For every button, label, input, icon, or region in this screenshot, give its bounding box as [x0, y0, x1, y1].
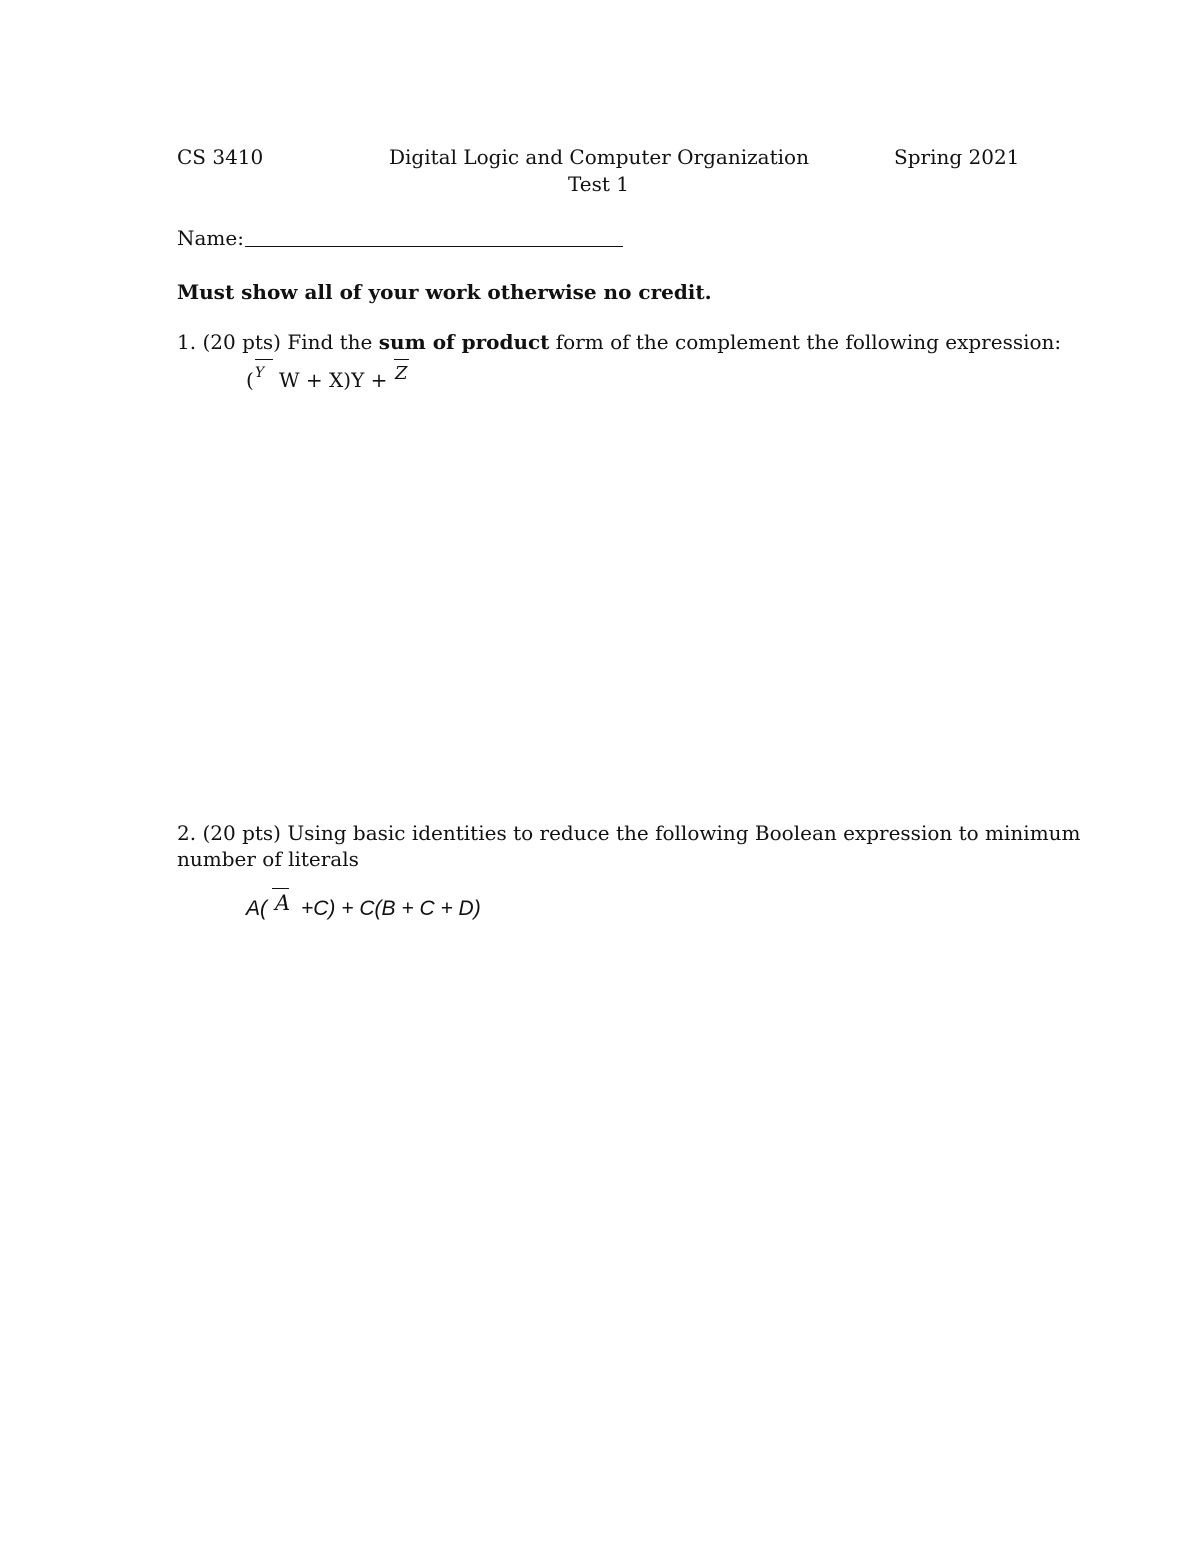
- name-blank-line[interactable]: [245, 224, 623, 247]
- question-1-number: 1.: [177, 330, 197, 354]
- expr1-overbar-z: [394, 359, 409, 360]
- expr1-var-z: Z: [395, 363, 408, 384]
- expr2-overlined-a: A: [275, 891, 291, 915]
- expr2-prefix: A(: [246, 897, 267, 920]
- question-1-text-after: form of the complement the following expression:: [555, 330, 1062, 354]
- expr1-var-y: Y: [255, 365, 265, 381]
- question-2-text-line-1: Using basic identities to reduce the following Boolean expression to minimum: [287, 821, 1081, 845]
- expr1-middle: W + X)Y +: [279, 368, 388, 392]
- term: Spring 2021: [894, 145, 1020, 169]
- course-title: Digital Logic and Computer Organization: [389, 145, 809, 169]
- instructions: Must show all of your work otherwise no credit.: [177, 280, 712, 304]
- question-2-line-1: [177, 820, 1081, 846]
- name-label: Name:: [177, 226, 244, 250]
- expr2-overbar-a: [272, 888, 289, 889]
- question-1-text: [177, 329, 1061, 355]
- expr1-overbar-y: [255, 359, 273, 360]
- course-code: CS 3410: [177, 145, 264, 169]
- question-1-bold-text: sum of product: [378, 330, 550, 354]
- expr1-open-paren: (: [246, 368, 254, 392]
- question-2-text-line-2: number of literals: [177, 847, 359, 871]
- question-1-text-before: Find the: [287, 330, 373, 354]
- expr2-suffix: +C) + C(B + C + D): [301, 897, 481, 920]
- question-2-points: (20 pts): [202, 821, 281, 845]
- question-2-number: 2.: [177, 821, 197, 845]
- test-title: Test 1: [568, 172, 630, 196]
- question-1-points: (20 pts): [202, 330, 281, 354]
